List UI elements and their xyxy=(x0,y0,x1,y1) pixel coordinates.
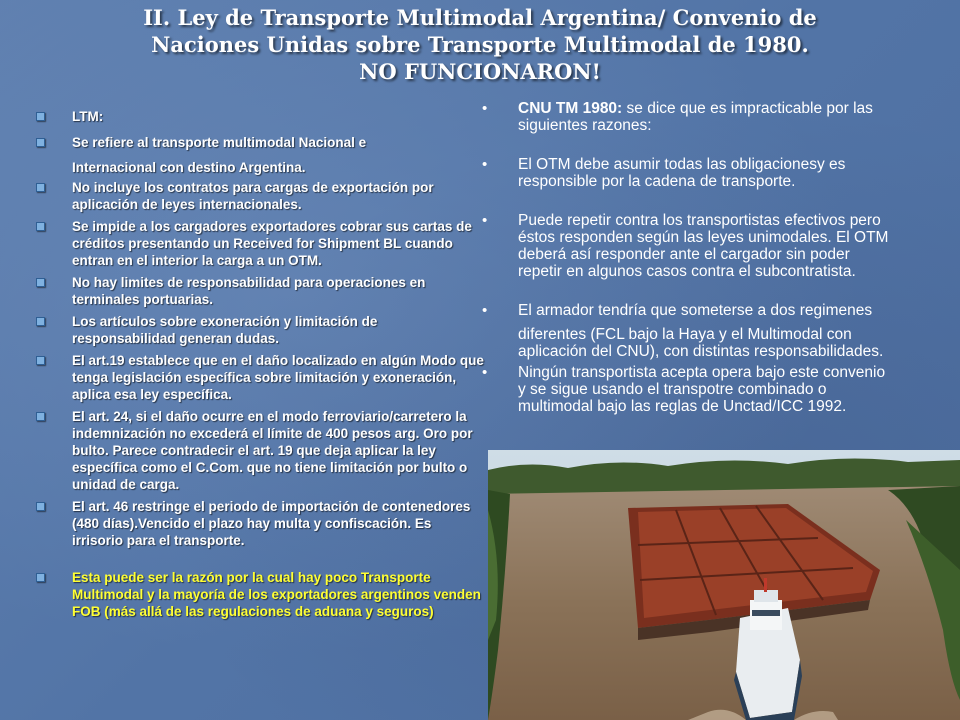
list-item-text: y se sigue usando el transpotre combinado o xyxy=(518,381,827,398)
square-bullet-icon xyxy=(36,138,45,147)
round-bullet-icon: • xyxy=(482,100,488,117)
square-bullet-icon xyxy=(36,112,45,121)
list-item xyxy=(36,498,484,549)
list-item-text: aplicación del CNU), con distintas responsabilidades. xyxy=(518,343,884,360)
list-item-text: diferentes (FCL bajo la Haya y el Multimodal con xyxy=(518,326,852,343)
square-bullet-icon xyxy=(36,573,45,582)
title-line-1: II. Ley de Transporte Multimodal Argentina/ Convenio de xyxy=(143,5,817,30)
round-bullet-icon: • xyxy=(482,302,488,319)
list-item xyxy=(480,212,960,280)
list-item xyxy=(480,156,960,190)
list-item-text: siguientes razones: xyxy=(518,117,652,134)
list-item xyxy=(36,108,484,125)
list-item-text: éstos responden según las leyes unimodales. El OTM xyxy=(518,229,889,246)
square-bullet-icon xyxy=(36,183,45,192)
list-item-text: Puede repetir contra los transportistas efectivos pero xyxy=(518,212,881,229)
list-item-text: El OTM debe asumir todas las obligacionesy es xyxy=(518,156,846,173)
square-bullet-icon xyxy=(36,412,45,421)
list-item-text: multimodal bajo las reglas de Unctad/ICC 1992. xyxy=(518,398,847,415)
cnu-bullet-list xyxy=(480,100,960,415)
list-item xyxy=(480,100,960,134)
round-bullet-icon: • xyxy=(482,212,488,229)
list-item xyxy=(36,179,484,213)
round-bullet-icon: • xyxy=(482,364,488,381)
list-item-text: El art.19 establece que en el daño localizado en algún Modo que tenga legislación específica sobre limitación y exoneración, aplica esa ley específica. xyxy=(72,353,484,402)
barge-convoy-illustration xyxy=(488,450,960,720)
square-bullet-icon xyxy=(36,356,45,365)
list-item-text: El armador tendría que someterse a dos regimenes xyxy=(518,302,873,319)
list-item-text: deberá así responder ante el cargador sin poder xyxy=(518,246,850,263)
list-item xyxy=(36,352,484,403)
list-item xyxy=(480,364,960,415)
list-item-text: El art. 24, si el daño ocurre en el modo ferroviario/carretero la indemnización no excederá el límite de 400 pesos arg. Oro por bulto. Parece contradecir el art. 19 que deja aplicar la ley específica como el C.Com. que no tiene limitación por bulto o unidad de carga. xyxy=(72,409,473,492)
title-line-2: Naciones Unidas sobre Transporte Multimodal de 1980. xyxy=(151,32,809,57)
list-item xyxy=(36,134,484,151)
list-item-text: Internacional con destino Argentina. xyxy=(72,160,306,175)
list-item xyxy=(36,218,484,269)
list-item-text: No incluye los contratos para cargas de exportación por aplicación de leyes internacionales. xyxy=(72,180,434,212)
square-bullet-icon xyxy=(36,502,45,511)
square-bullet-icon xyxy=(36,278,45,287)
river-barge-photo xyxy=(488,450,960,720)
list-item-text: El art. 46 restringe el periodo de importación de contenedores (480 días).Vencido el plazo hay multa y confiscación. Es irrisorio para el transporte. xyxy=(72,499,471,548)
slide-title xyxy=(40,4,920,85)
square-bullet-icon xyxy=(36,222,45,231)
list-item-highlight xyxy=(36,569,484,620)
list-item-text: Los artículos sobre exoneración y limitación de responsabilidad generan dudas. xyxy=(72,314,378,346)
list-item xyxy=(36,274,484,308)
list-item-text: se dice que es impracticable por las xyxy=(622,100,873,117)
round-bullet-icon: • xyxy=(482,156,488,173)
cnu-label: CNU TM 1980: xyxy=(518,100,623,117)
title-line-3: NO FUNCIONARON! xyxy=(359,59,601,84)
list-item xyxy=(36,408,484,493)
list-item-text: Se impide a los cargadores exportadores cobrar sus cartas de créditos presentando un Received for Shipment BL cuando entran en el interior la carga a un OTM. xyxy=(72,219,472,268)
list-item-text: Se refiere al transporte multimodal Nacional e xyxy=(72,135,367,150)
list-item-text: Ningún transportista acepta opera bajo este convenio xyxy=(518,364,886,381)
list-item-text: No hay limites de responsabilidad para operaciones en terminales portuarias. xyxy=(72,275,426,307)
list-item-text: repetir en algunos casos contra el subcontratista. xyxy=(518,263,856,280)
square-bullet-icon xyxy=(36,317,45,326)
list-item-text: responsible por la cadena de transporte. xyxy=(518,173,796,190)
ltm-bullet-list xyxy=(36,108,484,620)
list-item xyxy=(480,302,960,360)
list-item-text: LTM: xyxy=(72,109,104,124)
list-item-text: Esta puede ser la razón por la cual hay poco Transporte Multimodal y la mayoría de los exportadores argentinos venden FOB (más allá de las regulaciones de aduana y seguros) xyxy=(72,570,481,619)
list-item xyxy=(36,313,484,347)
list-item-continuation xyxy=(36,159,484,176)
